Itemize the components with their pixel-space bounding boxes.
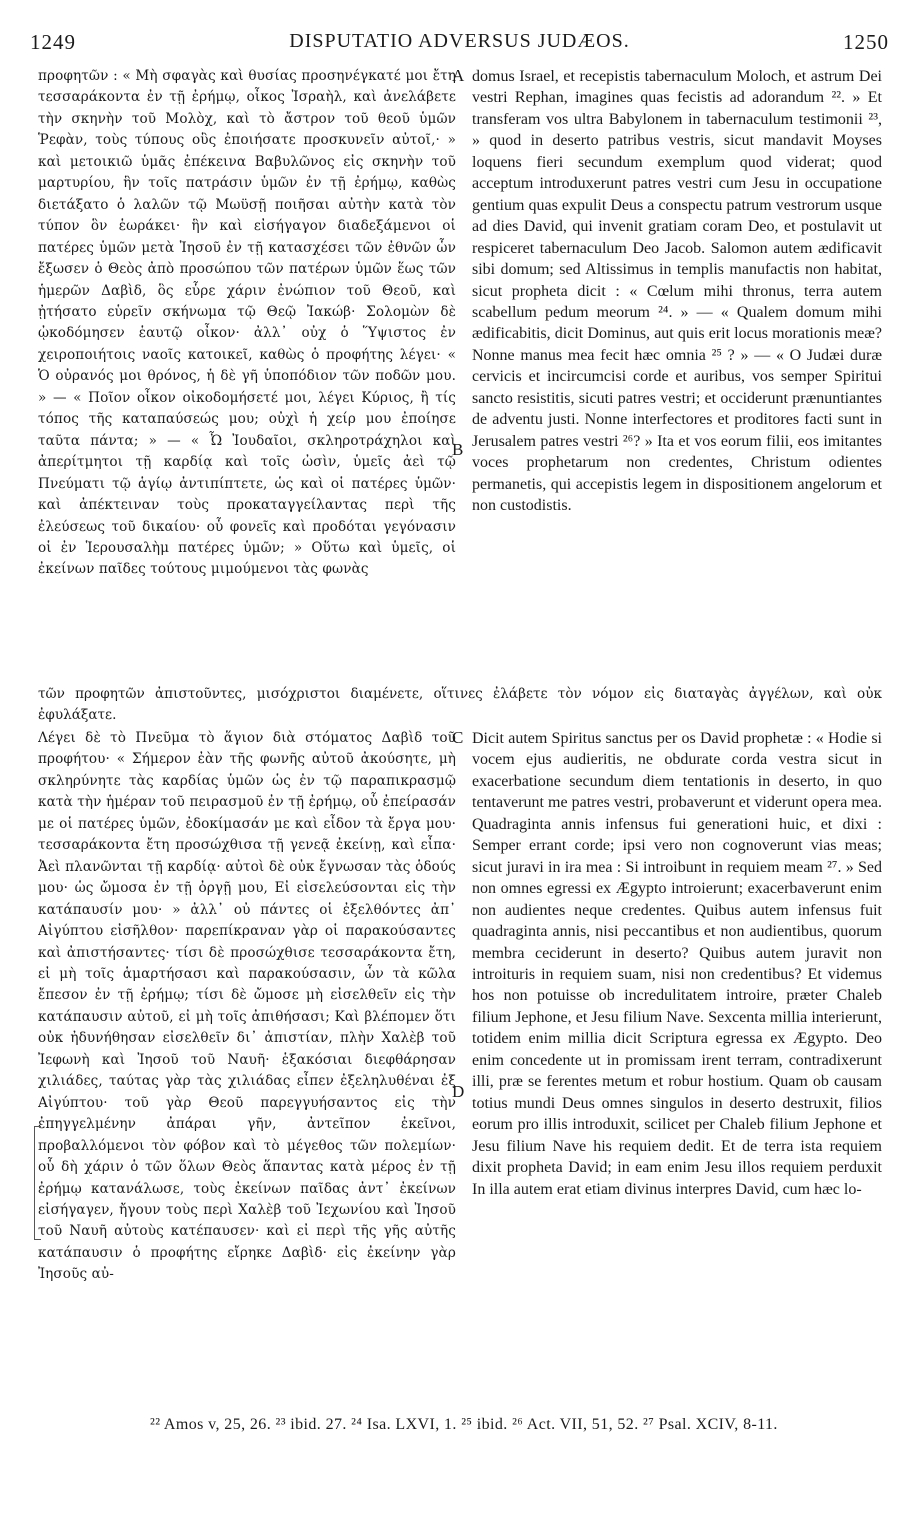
latin-column-top: domus Israel, et recepistis tabernaculum Moloch, et astrum Dei vestri Rephan, imagines quas fecistis ad adorandum ²². » Et transferam vos ultra Babylonem in tabernaculum testimonii ²³, » quod in deserto patribus vestris, sicut mandavit Moyses loquens fieri secundum exemplum quod viderat; quod acceptum introduxerunt patres vestri cum Jesu in occupatione gentium quas expulit Deus a conspectu patrum vestrorum usque ad dies David, qui invenit gratiam coram Deo, et postulavit ut respiceret tabernaculum Deo Jacob. Salomon autem ædificavit sibi domum; sed Altissimus in templis manufactis non habitat, sicut propheta dicit : « Cœlum mihi thronus, terra autem scabellum pedum meorum ²⁴. » — « Qualem domum mihi ædificabitis, dicit Dominus, aut quis erit locus morationis meæ? Nonne manus mea fecit hæc omnia ²⁵ ? » — « O Judæi duræ cervicis et incircumcisi corde et auribus, vos semper Spiritui sancto resistitis, sicuti patres vestri; et occiderunt prænuntiantes de adventu justi. Nonne interfectores et proditores facti sunt in Jerusalem patres vestri ²⁶? » Ita et vos eorum filii, eos imitantes voces prophetarum non credentes, Christum odientes permanetis, qui accepistis legem in dispositionem angelorum et non custodistis. <box>472 68 882 515</box>
greek-spanning-line: τῶν προφητῶν ἀπιστοῦντες, μισόχριστοι διαμένετε, οἵτινες ἐλάβετε τὸν νόμον εἰς διαταγὰς ἀγγέλων, καὶ οὐκ ἐφυλάξατε. <box>38 686 882 723</box>
footnotes: ²² Amos v, 25, 26. ²³ ibid. 27. ²⁴ Isa. LXVI, 1. ²⁵ ibid. ²⁶ Act. VII, 51, 52. ²⁷ Psal. XCIV, 8-11. <box>150 1416 778 1433</box>
latin-column-bottom: Dicit autem Spiritus sanctus per os David prophetæ : « Hodie si vocem ejus audieritis, ne obdurate corda vestra sicut in exacerbatione secundum diem tentationis in deserto, in quo tentaverunt me patres vestri, probaverunt et viderunt opera mea. Quadraginta annis infensus fui generationi huic, et dixi : Semper errant corde; ipsi vero non cognoverunt vias meas; sicut juravi in ira mea : Si introibunt in requiem meam ²⁷. » Sed non omnes egressi ex Ægypto introierunt; exacerbaverunt enim non audientes neque credentes. Quibus autem infensus fuit quadraginta annis, nisi peccantibus et non audientibus, quorum membra ceciderunt in deserto? Quibus autem juravit non introituris in requiem suam, nisi non credentibus? Et videmus hos non potuisse ob incredulitatem introire, præter Chaleb filium Jephone, et Jesu filium Nave. Sexcenta millia interierunt, totidem enim millia dicit Scriptura egressa ex Ægypto. Deo enim concedente ut in promissam irent terram, contradixerunt illi, præ se ferentes metum et robur hostium. Quam ob causam totius mundi Deus omnes singulos in deserto destruxit, filios eorum pro illis introduxit, scilicet per Chaleb filium Jephone et Jesu filium Nave his requiem dedit. Et de terra ista requiem dixit propheta David; in eam enim Jesu illos requiem perduxit In illa autem erat etiam divinus interpres David, cum hæc lo- <box>472 730 882 1198</box>
margin-bracket <box>34 1126 41 1240</box>
page-number-left: 1249 <box>30 30 76 54</box>
margin-letter-b: B <box>452 440 464 459</box>
margin-letter-c: C <box>452 728 464 747</box>
margin-letter-a: A <box>452 66 465 85</box>
running-header <box>30 30 889 60</box>
greek-column-top: προφητῶν : « Μὴ σφαγὰς καὶ θυσίας προσηνέγκατέ μοι ἔτη τεσσαράκοντα ἐν τῇ ἐρήμῳ, οἶκος Ἰσραὴλ, καὶ ἀνελάβετε τὴν σκηνὴν τοῦ Μολὸχ, καὶ τὸ ἄστρον τοῦ θεοῦ ὑμῶν Ῥεφὰν, τοὺς τύπους οὓς ἐποιήσατε προσκυνεῖν αὐτοῖ,· » καὶ μετοικιῶ ὑμᾶς ἐπέκεινα Βαβυλῶνος εἰς σκηνὴν τοῦ μαρτυρίου, ἣν τοῖς πατράσιν ὑμῶν ἐν τῇ ἐρήμῳ, καθὼς διετάξατο ὁ λαλῶν τῷ Μωϋσῇ ποιῆσαι αὐτὴν κατὰ τὸν τύπον ὃν ἑωράκει· ἣν καὶ εἰσήγαγον διαδεξάμενοι οἱ πατέρες ὑμῶν μετὰ Ἰησοῦ ἐν τῇ κατασχέσει τῶν ἐθνῶν ὧν ἔξωσεν ὁ Θεὸς ἀπὸ προσώπου τῶν πατέρων ὑμῶν ἕως τῶν ἡμερῶν Δαβὶδ, ὃς εὗρε χάριν ἐνώπιον τοῦ Θεοῦ, καὶ ᾐτήσατο εὑρεῖν σκήνωμα τῷ Θεῷ Ἰακώβ· Σολομὼν δὲ ᾠκοδόμησεν ἑαυτῷ οἶκον· ἀλλ᾽ οὐχ ὁ Ὕψιστος ἐν χειροποιήτοις ναοῖς κατοικεῖ, καθὼς ὁ προφήτης λέγει· « Ὁ οὐρανός μοι θρόνος, ἡ δὲ γῆ ὑποπόδιον τῶν ποδῶν μου. » — « Ποῖον οἶκον οἰκοδομήσετέ μοι, λέγει Κύριος, ἢ τίς τόπος τῆς καταπαύσεώς μου; οὐχὶ ἡ χείρ μου ἐποίησε ταῦτα πάντα; » — « Ὦ Ἰουδαῖοι, σκληροτράχηλοι καὶ ἀπερίτμητοι τῇ καρδίᾳ καὶ τοῖς ὠσὶν, ὑμεῖς ἀεὶ τῷ Πνεύματι τῷ ἁγίῳ ἀντιπίπτετε, ὡς καὶ οἱ πατέρες ὑμῶν· καὶ ἀπέκτειναν τοὺς προκαταγγείλαντας περὶ τῆς ἐλεύσεως τοῦ δικαίου· οὗ φονεῖς καὶ προδόται γεγόνασιν οἱ ἐν Ἱερουσαλὴμ πατέρες ὑμῶν; » Οὕτω καὶ ὑμεῖς, οἱ ἐκείνων παῖδες τούτους μιμούμενοι τὰς φωνὰς <box>38 68 456 578</box>
greek-column-bottom: Λέγει δὲ τὸ Πνεῦμα τὸ ἅγιον διὰ στόματος Δαβὶδ τοῦ προφήτου· « Σήμερον ἐὰν τῆς φωνῆς αὐτοῦ ἀκούσητε, μὴ σκληρύνητε τὰς καρδίας ὑμῶν ὡς ἐν τῷ παραπικρασμῷ κατὰ τὴν ἡμέραν τοῦ πειρασμοῦ ἐν τῇ ἐρήμῳ, οὗ ἐπείρασάν με οἱ πατέρες ὑμῶν, ἐδοκίμασάν με καὶ εἶδον τὰ ἔργα μου· τεσσαράκοντα ἔτη προσώχθισα τῇ γενεᾷ ἐκείνῃ, καὶ εἶπα· Ἀεὶ πλανῶνται τῇ καρδίᾳ· αὐτοὶ δὲ οὐκ ἔγνωσαν τὰς ὁδούς μου· ὡς ὤμοσα ἐν τῇ ὀργῇ μου, Εἰ εἰσελεύσονται εἰς τὴν κατάπαυσίν μου· » ἀλλ᾽ οὐ πάντες οἱ ἐξελθόντες ἀπ᾽ Αἰγύπτου εἰσῆλθον· παρεπίκραναν γὰρ οἱ παρακούσαντες καὶ ἀπιστήσαντες· τίσι δὲ προσώχθισε τεσσαράκοντα ἔτη, εἰ μὴ τοῖς ἁμαρτήσασι καὶ παρακούσασιν, ὧν τὰ κῶλα ἔπεσον ἐν τῇ ἐρήμῳ; τίσι δὲ ὤμοσε μὴ εἰσελθεῖν εἰς τὴν κατάπαυσιν αὐτοῦ, εἰ μὴ τοῖς ἀπιθήσασι; Καὶ βλέπομεν ὅτι οὐκ ἠδυνήθησαν εἰσελθεῖν δι᾽ ἀπιστίαν, πλὴν Χαλὲβ τοῦ Ἰεφωνὴ καὶ Ἰησοῦ τοῦ Ναυῆ· ἑξακόσιαι διεφθάρησαν χιλιάδες, ταύτας γὰρ τὰς χιλιάδας εἶπεν ἐξεληλυθέναι ἐξ Αἰγύπτου· τοῦ γὰρ Θεοῦ παρεγγυήσαντος εἰς τὴν ἐπηγγελμένην ἀπάραι γῆν, ἀντεῖπον ἐκεῖνοι, προβαλλόμενοι τὸν φόβον καὶ τὸ μέγεθος τῶν πολεμίων· οὗ δὴ χάριν ὁ τῶν ὅλων Θεὸς ἅπαντας κατὰ μέρος ἐν τῇ ἐρήμῳ κατανάλωσε, τοὺς ἐκείνων παῖδας ἀντ᾽ ἐκείνων εἰσήγαγεν, ἤγουν τοὺς περὶ Χαλὲβ τοῦ Ἰεχωνίου καὶ Ἰησοῦ τοῦ Ναυῆ αὐτοὺς κατέπαυσεν· καὶ εἰ περὶ τῆς γῆς αὐτῆς κατάπαυσιν ὁ προφήτης εἴρηκε Δαβὶδ· εἰς ἐκείνην γὰρ Ἰησοῦς αὐ- <box>38 730 456 1283</box>
running-title: DISPUTATIO ADVERSUS JUDÆOS. <box>289 30 630 52</box>
margin-letter-d: D <box>452 1082 465 1101</box>
page-number-right: 1250 <box>843 30 889 54</box>
